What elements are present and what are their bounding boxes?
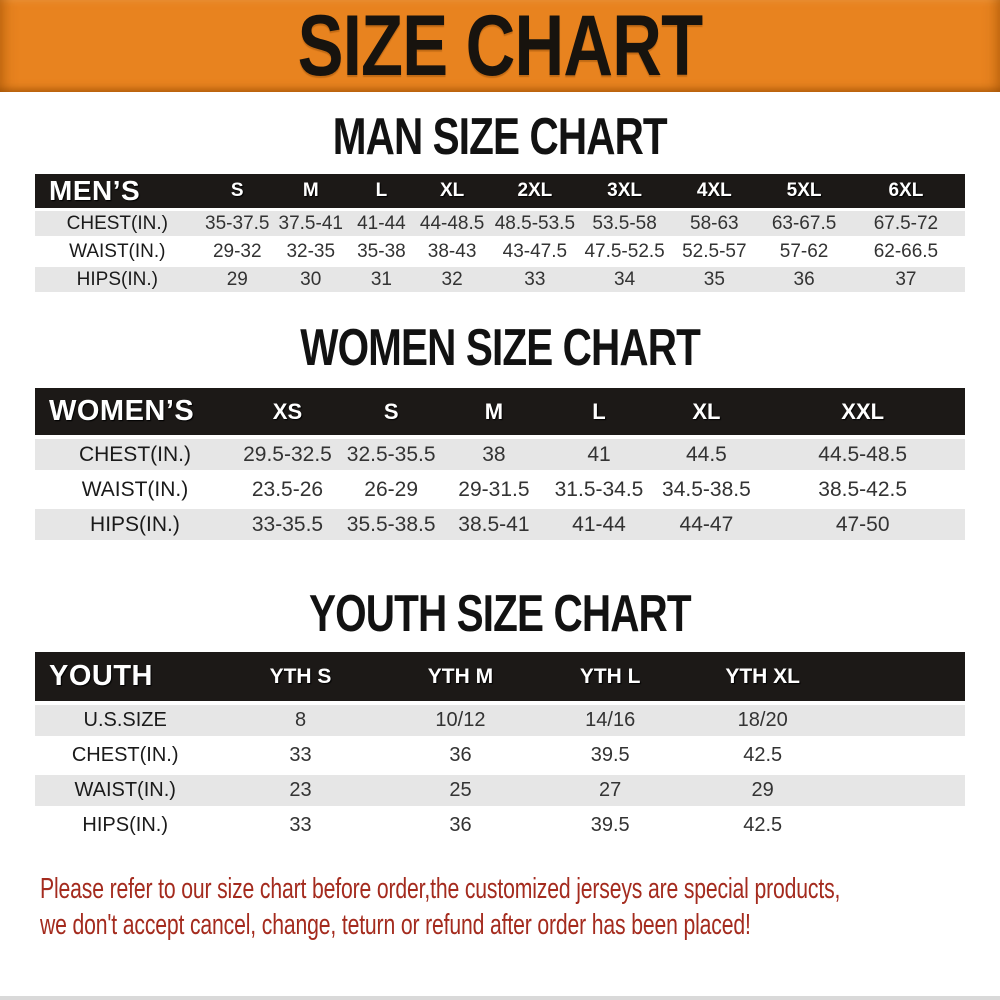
size-cell: 29.5-32.5 xyxy=(235,439,340,474)
size-cell: 23.5-26 xyxy=(235,474,340,509)
size-cell: 44-47 xyxy=(652,509,760,544)
men-row-chest xyxy=(35,211,965,239)
size-cell: 35.5-38.5 xyxy=(340,509,442,544)
cell-empty xyxy=(840,705,965,740)
header-cell: XL xyxy=(652,388,760,439)
header-cell: L xyxy=(347,174,417,211)
row-label: CHEST(IN.) xyxy=(35,740,215,775)
women-row-chest xyxy=(35,439,965,474)
size-cell: 26-29 xyxy=(340,474,442,509)
size-cell: 29-32 xyxy=(200,239,275,267)
size-cell: 30 xyxy=(275,267,347,295)
header-cell: 4XL xyxy=(667,174,761,211)
women-size-table xyxy=(35,388,965,544)
men-size-table xyxy=(35,174,965,295)
banner-title: SIZE CHART xyxy=(297,0,703,94)
header-cell: YTH L xyxy=(535,652,685,705)
header-cell: XXL xyxy=(760,388,965,439)
row-label: HIPS(IN.) xyxy=(35,267,200,295)
youth-heading-text: YOUTH SIZE CHART xyxy=(309,583,691,643)
women-heading-text: WOMEN SIZE CHART xyxy=(300,317,700,377)
man-heading-text: MAN SIZE CHART xyxy=(332,106,667,166)
header-cell: M xyxy=(275,174,347,211)
size-cell: 47-50 xyxy=(760,509,965,544)
size-cell: 48.5-53.5 xyxy=(488,211,582,239)
size-cell: 44.5-48.5 xyxy=(760,439,965,474)
youth-row-hips xyxy=(35,810,965,845)
size-cell: 32.5-35.5 xyxy=(340,439,442,474)
size-cell: 38.5-41 xyxy=(442,509,545,544)
women-section-heading xyxy=(0,317,1000,377)
row-label: U.S.SIZE xyxy=(35,705,215,740)
men-row-hips xyxy=(35,267,965,295)
size-cell: 35-38 xyxy=(347,239,417,267)
size-cell: 8 xyxy=(215,705,385,740)
header-cell: 5XL xyxy=(761,174,847,211)
size-cell: 57-62 xyxy=(761,239,847,267)
header-cell: S xyxy=(340,388,442,439)
size-cell: 27 xyxy=(535,775,685,810)
size-cell: 36 xyxy=(386,810,536,845)
size-cell: 39.5 xyxy=(535,740,685,775)
size-cell: 33 xyxy=(215,810,385,845)
size-cell: 53.5-58 xyxy=(582,211,668,239)
size-cell: 44.5 xyxy=(652,439,760,474)
size-cell: 44-48.5 xyxy=(416,211,488,239)
header-cell: YTH XL xyxy=(685,652,840,705)
cell-empty xyxy=(840,775,965,810)
size-chart-banner xyxy=(0,0,1000,92)
disclaimer xyxy=(40,871,1000,943)
size-cell: 38-43 xyxy=(416,239,488,267)
header-cell: XS xyxy=(235,388,340,439)
size-cell: 42.5 xyxy=(685,740,840,775)
disclaimer-line-2: we don't accept cancel, change, teturn or refund after order has been placed! xyxy=(40,909,751,941)
size-cell: 33-35.5 xyxy=(235,509,340,544)
size-cell: 36 xyxy=(386,740,536,775)
header-cell: 6XL xyxy=(847,174,965,211)
size-cell: 31.5-34.5 xyxy=(546,474,653,509)
size-cell: 34 xyxy=(582,267,668,295)
size-cell: 37.5-41 xyxy=(275,211,347,239)
size-cell: 33 xyxy=(215,740,385,775)
header-cell: M xyxy=(442,388,545,439)
men-header-row xyxy=(35,174,965,211)
size-cell: 35-37.5 xyxy=(200,211,275,239)
size-cell: 43-47.5 xyxy=(488,239,582,267)
size-cell: 37 xyxy=(847,267,965,295)
women-row-waist xyxy=(35,474,965,509)
women-row-hips xyxy=(35,509,965,544)
size-cell: 47.5-52.5 xyxy=(582,239,668,267)
row-label: WAIST(IN.) xyxy=(35,239,200,267)
size-cell: 52.5-57 xyxy=(667,239,761,267)
youth-section-heading xyxy=(0,583,1000,643)
size-cell: 41 xyxy=(546,439,653,474)
row-label: CHEST(IN.) xyxy=(35,439,235,474)
disclaimer-line-1: Please refer to our size chart before order,the customized jerseys are special products, xyxy=(40,873,841,905)
youth-row-ussize xyxy=(35,705,965,740)
bottom-edge-strip xyxy=(0,996,1000,1000)
size-cell: 67.5-72 xyxy=(847,211,965,239)
header-cell: YOUTH xyxy=(35,652,215,705)
size-cell: 42.5 xyxy=(685,810,840,845)
size-cell: 32-35 xyxy=(275,239,347,267)
size-cell: 38 xyxy=(442,439,545,474)
size-cell: 58-63 xyxy=(667,211,761,239)
header-cell: L xyxy=(546,388,653,439)
youth-size-table xyxy=(35,652,965,845)
size-cell: 63-67.5 xyxy=(761,211,847,239)
header-cell: XL xyxy=(416,174,488,211)
size-cell: 29-31.5 xyxy=(442,474,545,509)
size-cell: 38.5-42.5 xyxy=(760,474,965,509)
size-cell: 25 xyxy=(386,775,536,810)
size-cell: 41-44 xyxy=(546,509,653,544)
youth-row-waist xyxy=(35,775,965,810)
size-cell: 10/12 xyxy=(386,705,536,740)
size-cell: 18/20 xyxy=(685,705,840,740)
size-cell: 33 xyxy=(488,267,582,295)
row-label: WAIST(IN.) xyxy=(35,474,235,509)
header-cell: MEN’S xyxy=(35,174,200,211)
row-label: WAIST(IN.) xyxy=(35,775,215,810)
size-cell: 29 xyxy=(685,775,840,810)
size-cell: 29 xyxy=(200,267,275,295)
header-cell: WOMEN’S xyxy=(35,388,235,439)
size-cell: 31 xyxy=(347,267,417,295)
row-label: CHEST(IN.) xyxy=(35,211,200,239)
header-cell: YTH M xyxy=(386,652,536,705)
size-cell: 62-66.5 xyxy=(847,239,965,267)
youth-header-row xyxy=(35,652,965,705)
row-label: HIPS(IN.) xyxy=(35,509,235,544)
header-cell-empty xyxy=(840,652,965,705)
men-row-waist xyxy=(35,239,965,267)
cell-empty xyxy=(840,740,965,775)
header-cell: S xyxy=(200,174,275,211)
size-cell: 35 xyxy=(667,267,761,295)
size-cell: 39.5 xyxy=(535,810,685,845)
cell-empty xyxy=(840,810,965,845)
size-cell: 23 xyxy=(215,775,385,810)
women-header-row xyxy=(35,388,965,439)
row-label: HIPS(IN.) xyxy=(35,810,215,845)
header-cell: YTH S xyxy=(215,652,385,705)
size-cell: 36 xyxy=(761,267,847,295)
size-cell: 32 xyxy=(416,267,488,295)
header-cell: 3XL xyxy=(582,174,668,211)
youth-row-chest xyxy=(35,740,965,775)
size-cell: 14/16 xyxy=(535,705,685,740)
man-section-heading xyxy=(0,106,1000,166)
size-cell: 41-44 xyxy=(347,211,417,239)
header-cell: 2XL xyxy=(488,174,582,211)
size-cell: 34.5-38.5 xyxy=(652,474,760,509)
